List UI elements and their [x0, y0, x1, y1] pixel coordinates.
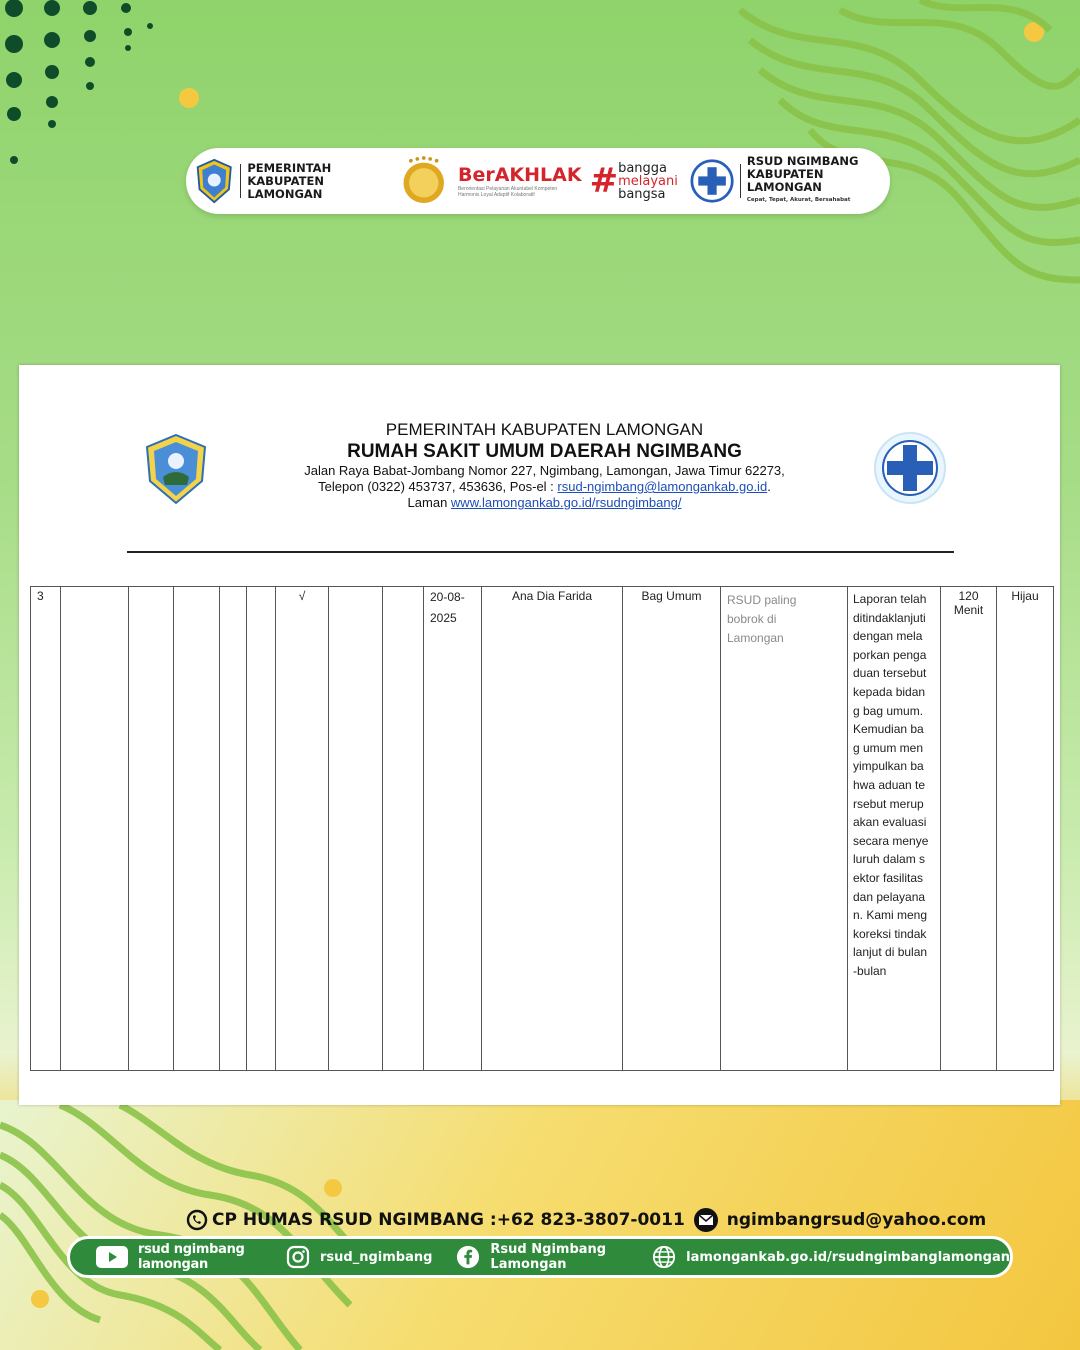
cell-date: 20-08-2025: [430, 590, 465, 625]
globe-icon: [652, 1245, 676, 1269]
cell-no: 3: [37, 589, 44, 603]
bangsa-text: bangsa: [618, 186, 666, 202]
divider: [240, 164, 241, 198]
gov-name-line2: KABUPATEN LAMONGAN: [247, 173, 324, 201]
hospital-motto: Cepat, Tepat, Akurat, Bersahabat: [746, 197, 851, 203]
letterhead-website: Laman www.lamongankab.go.id/rsudngimbang/: [407, 495, 682, 510]
website-footer-link[interactable]: lamongankab.go.id/rsudngimbanglamongan: [652, 1245, 1010, 1269]
divider: [740, 164, 741, 198]
social-media-bar: [67, 1236, 1013, 1278]
dot-pattern-decoration: [0, 0, 170, 170]
cell-reporter: Ana Dia Farida: [511, 589, 593, 603]
berakhlak-tagline-1: Berorientasi Pelayanan Akuntabel Kompeten: [457, 186, 558, 192]
email-icon: [693, 1207, 719, 1233]
contact-line: [186, 1205, 986, 1235]
gov-name-line1: PEMERINTAH: [247, 160, 332, 175]
youtube-icon: [96, 1245, 128, 1269]
letterhead-government: PEMERINTAH KABUPATEN LAMONGAN: [385, 420, 704, 439]
contact-email[interactable]: ngimbangrsud@yahoo.com: [726, 1210, 987, 1230]
youtube-link[interactable]: rsud ngimbang lamongan: [96, 1242, 262, 1272]
hashtag-icon: #: [589, 161, 619, 201]
whatsapp-icon: [186, 1209, 208, 1231]
complaint-table: [30, 586, 1054, 1071]
cp-humas-phone[interactable]: CP HUMAS RSUD NGIMBANG :+62 823-3807-0011: [212, 1210, 685, 1230]
table-row: [31, 587, 1054, 1071]
cell-complaint: RSUD paling bobrok di Lamongan: [727, 593, 797, 645]
cell-check: √: [298, 589, 306, 603]
cell-duration: 120 Menit: [953, 589, 984, 617]
berakhlak-logo: BerAKHLAK: [457, 164, 582, 186]
melayani-text: melayani: [618, 173, 678, 189]
letterhead-divider: [127, 551, 954, 553]
cell-status: Hijau: [1011, 589, 1039, 603]
facebook-link[interactable]: Rsud Ngimbang Lamongan: [456, 1242, 628, 1272]
letterhead-hospital-name: RUMAH SAKIT UMUM DAERAH NGIMBANG: [347, 441, 742, 462]
yellow-dot-decoration: [179, 88, 199, 108]
bangga-text: bangga: [618, 160, 668, 176]
facebook-icon: [456, 1245, 480, 1269]
instagram-link[interactable]: rsud_ngimbang: [286, 1245, 432, 1269]
hospital-name-line2: KABUPATEN LAMONGAN: [746, 167, 824, 194]
rsud-logo-icon: [873, 431, 947, 505]
instagram-icon: [286, 1245, 310, 1269]
email-link[interactable]: rsud-ngimbang@lamongankab.go.id: [557, 479, 768, 494]
website-link[interactable]: www.lamongankab.go.id/rsudngimbang/: [450, 495, 682, 510]
hospital-name-line1: RSUD NGIMBANG: [746, 154, 859, 168]
berakhlak-tagline-2: Harmonis Loyal Adaptif Kolaboratif: [457, 192, 535, 198]
korpri-emblem-icon: [398, 153, 449, 209]
lamongan-crest-icon: [194, 156, 234, 206]
letterhead-contact: Telepon (0322) 453737, 453636, Pos-el : rsud-ngimbang@lamongankab.go.id.: [318, 479, 771, 494]
rsud-logo-icon: [690, 157, 734, 205]
cell-follow-up: Laporan telah ditindaklanjuti dengan melaporkan pengaduan tersebut kepada bidang bag umum. Kemudian bag umum menyimpulkan bahwa aduan tersebut merupakan evaluasi secara menyeluruh dalam sektor fasilitas dan pelayanan. Kami mengkoreksi tindaklanjut di bulan-bulan: [853, 592, 929, 978]
letterhead-address: Jalan Raya Babat-Jombang Nomor 227, Ngimbang, Lamongan, Jawa Timur 62273,: [304, 463, 785, 478]
header-logo-strip: [186, 148, 890, 214]
cell-unit: Bag Umum: [641, 589, 702, 603]
document-page: [19, 365, 1060, 1105]
